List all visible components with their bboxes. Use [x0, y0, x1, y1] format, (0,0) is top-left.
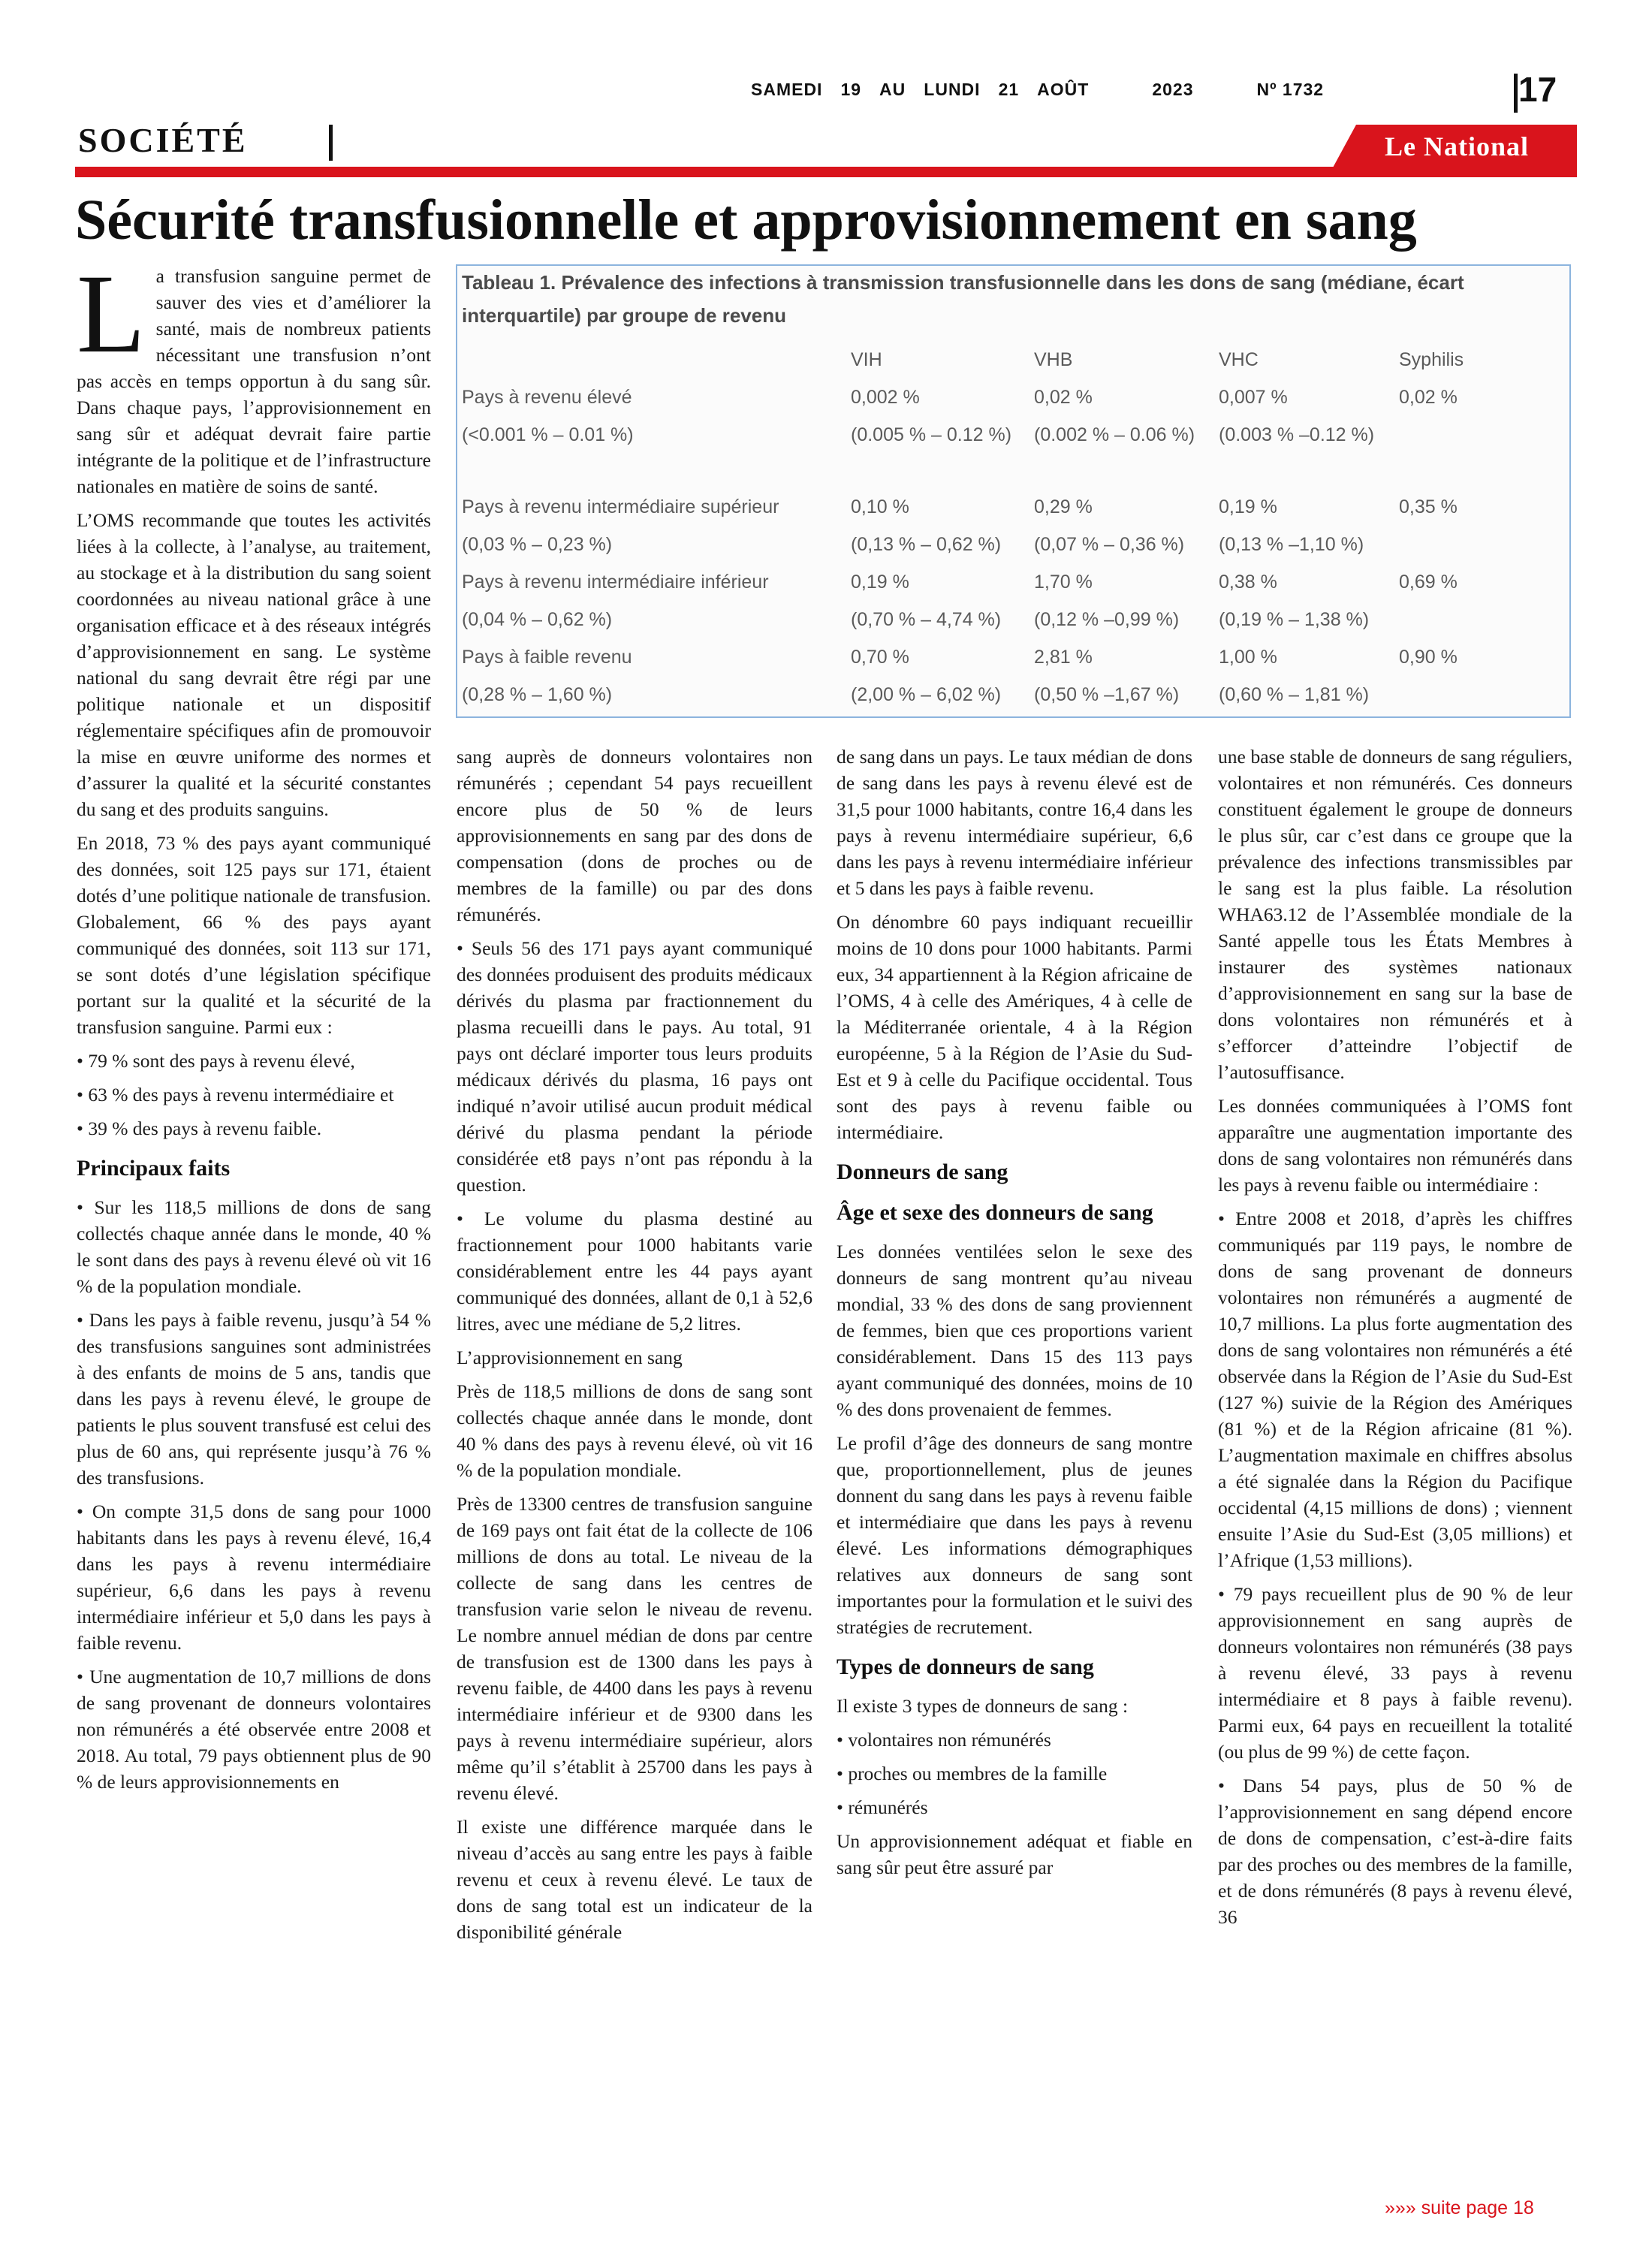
bullet-item: • Une augmentation de 10,7 millions de dons de sang provenant de donneurs volontaires non rémunérés a été observée entre 2008 et 2018. Au total, 79 pays obtiennent plus de 90 % de leurs approvisionnements en — [77, 1663, 431, 1795]
table-col-header: VHC — [1219, 349, 1259, 370]
bullet-item: • 39 % des pays à revenu faible. — [77, 1115, 431, 1142]
subheading: Donneurs de sang — [837, 1160, 1008, 1184]
paragraph: En 2018, 73 % des pays ayant communiqué des données, soit 125 pays sur 171, étaient dotés d’une politique nationale de transfusion. Globalement, 66 % des pays ayant communiqué des données, soit 113 sur 171, se sont dotés d’une législation spécifique portant sur la qualité et la sécurité de la transfusion sanguine. Parmi eux : — [77, 832, 431, 1038]
section-label: SOCIÉTÉ — [78, 121, 248, 159]
table-cell: (0,50 % –1,67 %) — [1034, 684, 1180, 705]
table-cell: 1,70 % — [1034, 572, 1093, 593]
subheading: Principaux faits — [77, 1156, 231, 1181]
table-range-label: (0,04 % – 0,62 %) — [462, 609, 613, 630]
bullet-item: • 63 % des pays à revenu intermédiaire et — [77, 1081, 431, 1108]
article-column-4 — [1218, 743, 1572, 1938]
date-month: AOÛT — [1037, 80, 1090, 99]
table-cell: 0,35 % — [1399, 496, 1458, 517]
paragraph: L’approvisionnement en sang — [457, 1347, 683, 1368]
bullet-item: • 79 pays recueillent plus de 90 % de leur approvisionnement en sang auprès de donneurs volontaires non rémunérés (38 pays à revenu élevé, 33 pays à revenu intermédiaire et 8 pays à faible revenu). Parmi eux, 64 pays en recueillent la totalité (ou plus de 99 %) de cette façon. — [1218, 1581, 1572, 1765]
table-title: Tableau 1. Prévalence des infections à transmission transfusionnelle dans les dons de sang (médiane, écart interquartile) par groupe de revenu — [462, 271, 1464, 327]
bullet-item: • proches ou membres de la famille — [837, 1760, 1192, 1787]
table-cell: (0.002 % – 0.06 %) — [1034, 424, 1195, 445]
paragraph: Un approvisionnement adéquat et fiable en sang sûr peut être assuré par — [837, 1830, 1192, 1878]
paragraph: Il existe 3 types de donneurs de sang : — [837, 1695, 1129, 1717]
article-column-2 — [457, 743, 812, 1953]
bullet-item: • Dans 54 pays, plus de 50 % de l’approvisionnement en sang dépend encore de dons de compensation, c’est-à-dire faits par des proches ou des membres de la famille, et de dons rémunérés (8 pays à revenu élevé, 36 — [1218, 1772, 1572, 1930]
table-cell: 0,69 % — [1399, 572, 1458, 593]
table-range-label: (0,03 % – 0,23 %) — [462, 534, 613, 555]
table-cell: (0.005 % – 0.12 %) — [851, 424, 1012, 445]
paragraph: Les données ventilées selon le sexe des donneurs de sang montrent qu’au niveau mondial, 33 % des dons de sang proviennent de femmes, bien que ces proportions varient considérablement. Dans 15 des 113 pays ayant communiqué des données, moins de 10 % des dons provenaient de femmes. — [837, 1241, 1192, 1420]
table-cell: (2,00 % – 6,02 %) — [851, 684, 1002, 705]
table-cell: 2,81 % — [1034, 647, 1093, 668]
table-row-label: Pays à revenu intermédiaire supérieur — [462, 496, 779, 517]
paragraph: Le profil d’âge des donneurs de sang montre que, proportionnellement, plus de jeunes donnent du sang dans les pays à revenu faible et intermédiaire que dans les pays à revenu élevé. Les informations démographiques relatives aux donneurs de sang sont importantes pour la formulation et le suivi des stratégies de recrutement. — [837, 1432, 1192, 1638]
paragraph: sang auprès de donneurs volontaires non rémunérés ; cependant 54 pays recueillent encore plus de 50 % de leurs approvisionnements en sang par des dons de compensation (dons de proches ou de membres de la famille) ou par des dons rémunérés. — [457, 746, 812, 925]
table-cell: (0,70 % – 4,74 %) — [851, 609, 1002, 630]
bullet-item: • 79 % sont des pays à revenu élevé, — [77, 1048, 431, 1074]
paragraph: une base stable de donneurs de sang réguliers, volontaires et non rémunérés. Ces donneurs constituent également le groupe de donneurs le plus sûr, car c’est dans ce groupe que la prévalence des infections transmissibles par le sang est la plus faible. La résolution WHA63.12 de l’Assemblée mondiale de la Santé appelle tous les États Membres à instaurer des systèmes nationaux d’approvisionnement en sang sur la base de dons volontaires non rémunérés et à s’efforcer d’atteindre l’objectif de l’autosuffisance. — [1218, 746, 1572, 1083]
table-cell: (0,07 % – 0,36 %) — [1034, 534, 1185, 555]
table-row-label: Pays à revenu intermédiaire inférieur — [462, 572, 769, 593]
table-cell: 0,10 % — [851, 496, 909, 517]
paragraph: L’OMS recommande que toutes les activités liées à la collecte, à l’analyse, au traitement, au stockage et à la distribution du sang soient coordonnées au niveau national grâce à une organisation efficace et à des réseaux intégrés d’approvisionnement en sang. Le système national du sang devrait être régi par une politique nationale et un dispositif réglementaire spécifiques afin de promouvoir la mise en œuvre uniforme des normes et d’assurer la qualité et la sécurité constantes du sang et des produits sanguins. — [77, 509, 431, 820]
subheading: Types de donneurs de sang — [837, 1654, 1094, 1679]
intro-text: a transfusion sanguine permet de sauver des vies et d’améliorer la santé, mais de nombreux patients nécessitant une transfusion n’ont pas accès en temps opportun à du sang sûr. Dans chaque pays, l’approvisionnement en sang sûr et adéquat devrait faire partie intégrante de la politique et de l’infrastructure nationales en matière de soins de santé. — [77, 265, 431, 497]
table-row-label: Pays à faible revenu — [462, 647, 632, 668]
table-cell: (0,13 % –1,10 %) — [1219, 534, 1364, 555]
issue-number: Nº 1732 — [1256, 80, 1325, 99]
article-title: Sécurité transfusionnelle et approvisionnement en sang — [75, 189, 1417, 252]
section-divider — [329, 125, 333, 161]
page-number: 17 — [1518, 70, 1557, 109]
table-cell: 0,19 % — [851, 572, 909, 593]
paragraph: Près de 118,5 millions de dons de sang sont collectés chaque année dans le monde, dont 40 % dans des pays à revenu élevé, où vit 16 % de la population mondiale. — [457, 1380, 812, 1481]
prevalence-table — [456, 264, 1571, 718]
bullet-item: • Sur les 118,5 millions de dons de sang collectés chaque année dans le monde, 40 % le sont dans des pays à revenu élevé où vit 16 % de la population mondiale. — [77, 1194, 431, 1299]
paragraph: Il existe une différence marquée dans le niveau d’accès au sang entre les pays à faible revenu et ceux à revenu élevé. Le taux de dons de sang total est un indicateur de la disponibilité générale — [457, 1816, 812, 1943]
paragraph: Les données communiquées à l’OMS font apparaître une augmentation importante des dons de sang volontaires non rémunérés dans les pays à revenu faible ou intermédiaire : — [1218, 1095, 1572, 1196]
table-cell: 0,02 % — [1034, 387, 1093, 408]
bullet-item: • Seuls 56 des 171 pays ayant communiqué des données produisent des produits médicaux dérivés du plasma par fractionnement du plasma recueilli dans le pays. Au total, 91 pays ont déclaré importer tous leurs produits médicaux dérivés du plasma, 16 pays ont indiqué n’avoir utilisé aucun produit médical dérivé du plasma pendant la période considérée et8 pays n’ont pas répondu à la question. — [457, 935, 812, 1198]
table-cell: (0,12 % –0,99 %) — [1034, 609, 1180, 630]
table-col-header: Syphilis — [1399, 349, 1464, 370]
date-day: 19 — [840, 80, 862, 99]
date-day-name: SAMEDI — [751, 80, 823, 99]
continued-page-link[interactable]: »»» suite page 18 — [1385, 2197, 1534, 2218]
paragraph: de sang dans un pays. Le taux médian de dons de sang dans les pays à revenu élevé est de 31,5 pour 1000 habitants, contre 16,4 dans les pays à revenu intermédiaire supérieur, 6,6 dans les pays à revenu intermédiaire inférieur et 5 dans les pays à faible revenu. — [837, 746, 1192, 899]
date-au: AU — [879, 80, 906, 99]
paragraph: On dénombre 60 pays indiquant recueillir moins de 10 dons pour 1000 habitants. Parmi eux, 34 appartiennent à la Région africaine de l’OMS, 4 à celle des Amériques, 4 à celle de la Méditerranée orientale, 4 à la Région européenne, 5 à la Région de l’Asie du Sud-Est et 9 à celle du Pacifique occidental. Tous sont des pays à revenu faible ou intermédiaire. — [837, 911, 1192, 1143]
bullet-item: • Dans les pays à faible revenu, jusqu’à 54 % des transfusions sanguines sont administrées à des enfants de moins de 5 ans, tandis que dans les pays à revenu élevé, le groupe de patients le plus souvent transfusé est celui des plus de 60 ans, qui représente jusqu’à 76 % des transfusions. — [77, 1307, 431, 1491]
table-range-label: (0,28 % – 1,60 %) — [462, 684, 613, 705]
bullet-item: • Entre 2008 et 2018, d’après les chiffres communiqués par 119 pays, le nombre de dons de sang provenant de donneurs volontaires non rémunérés a augmenté de 10,7 millions. La plus forte augmentation des dons de sang volontaires non rémunérés a été observée dans la Région de l’Asie du Sud-Est (127 %) suivie de la Région des Amériques (81 %) et de la Région africaine (81 %). L’augmentation maximale en chiffres absolus a été signalée dans la Région du Pacifique occidental (4,15 millions de dons) ; viennent ensuite l’Asie du Sud-Est (3,05 millions) et l’Afrique (1,53 millions). — [1218, 1205, 1572, 1573]
bullet-item: • rémunérés — [837, 1794, 1192, 1820]
table-col-header: VIH — [851, 349, 882, 370]
table-cell: 0,38 % — [1219, 572, 1277, 593]
article-column-3 — [837, 743, 1192, 1888]
table-col-header: VHB — [1034, 349, 1073, 370]
date-day-name-2: LUNDI — [924, 80, 981, 99]
date-day-2: 21 — [998, 80, 1020, 99]
article-column-1 — [77, 252, 432, 1802]
table-cell: 0,19 % — [1219, 496, 1277, 517]
table-cell: (0,19 % – 1,38 %) — [1219, 609, 1370, 630]
paragraph: Près de 13300 centres de transfusion sanguine de 169 pays ont fait état de la collecte de 106 millions de dons au total. Le niveau de la collecte de sang dans les centres de transfusion varie selon le niveau de revenu. Le nombre annuel médian de dons par centre de transfusion est de 1300 dans les pays à revenu faible, de 4400 dans les pays à revenu intermédiaire inférieur et de 9300 dans les pays à revenu intermédiaire supérieur, alors même qu’il s’établit à 25700 dans les pays à revenu élevé. — [457, 1493, 812, 1804]
table-cell: 0,002 % — [851, 387, 920, 408]
brand-name: Le National — [1384, 131, 1529, 161]
table-range-label: (<0.001 % – 0.01 %) — [462, 424, 634, 445]
issue-date — [751, 80, 1502, 100]
table-cell: 0,02 % — [1399, 387, 1458, 408]
date-year: 2023 — [1152, 80, 1194, 99]
table-cell: 0,007 % — [1219, 387, 1288, 408]
page-number-divider — [1514, 74, 1518, 113]
bullet-item: • Le volume du plasma destiné au fractionnement pour 1000 habitants varie considérablement entre les 44 pays ayant communiqué des données, allant de 0,1 à 52,6 litres, avec une médiane de 5,2 litres. — [457, 1205, 812, 1337]
table-row-label: Pays à revenu élevé — [462, 387, 632, 408]
drop-cap: L — [77, 252, 146, 376]
bullet-item: • On compte 31,5 dons de sang pour 1000 habitants dans les pays à revenu élevé, 16,4 dans les pays à revenu intermédiaire supérieur, 6,6 dans les pays à revenu intermédiaire inférieur et 5,0 dans les pays à faible revenu. — [77, 1498, 431, 1656]
bullet-item: • volontaires non rémunérés — [837, 1727, 1192, 1753]
table-cell: (0.003 % –0.12 %) — [1219, 424, 1375, 445]
intro-paragraph — [77, 252, 431, 499]
subheading: Âge et sexe des donneurs de sang — [837, 1200, 1153, 1225]
table-cell: (0,60 % – 1,81 %) — [1219, 684, 1370, 705]
table-cell: (0,13 % – 0,62 %) — [851, 534, 1002, 555]
table-cell: 0,90 % — [1399, 647, 1458, 668]
table-cell: 0,29 % — [1034, 496, 1093, 517]
table-cell: 1,00 % — [1219, 647, 1277, 668]
table-cell: 0,70 % — [851, 647, 909, 668]
